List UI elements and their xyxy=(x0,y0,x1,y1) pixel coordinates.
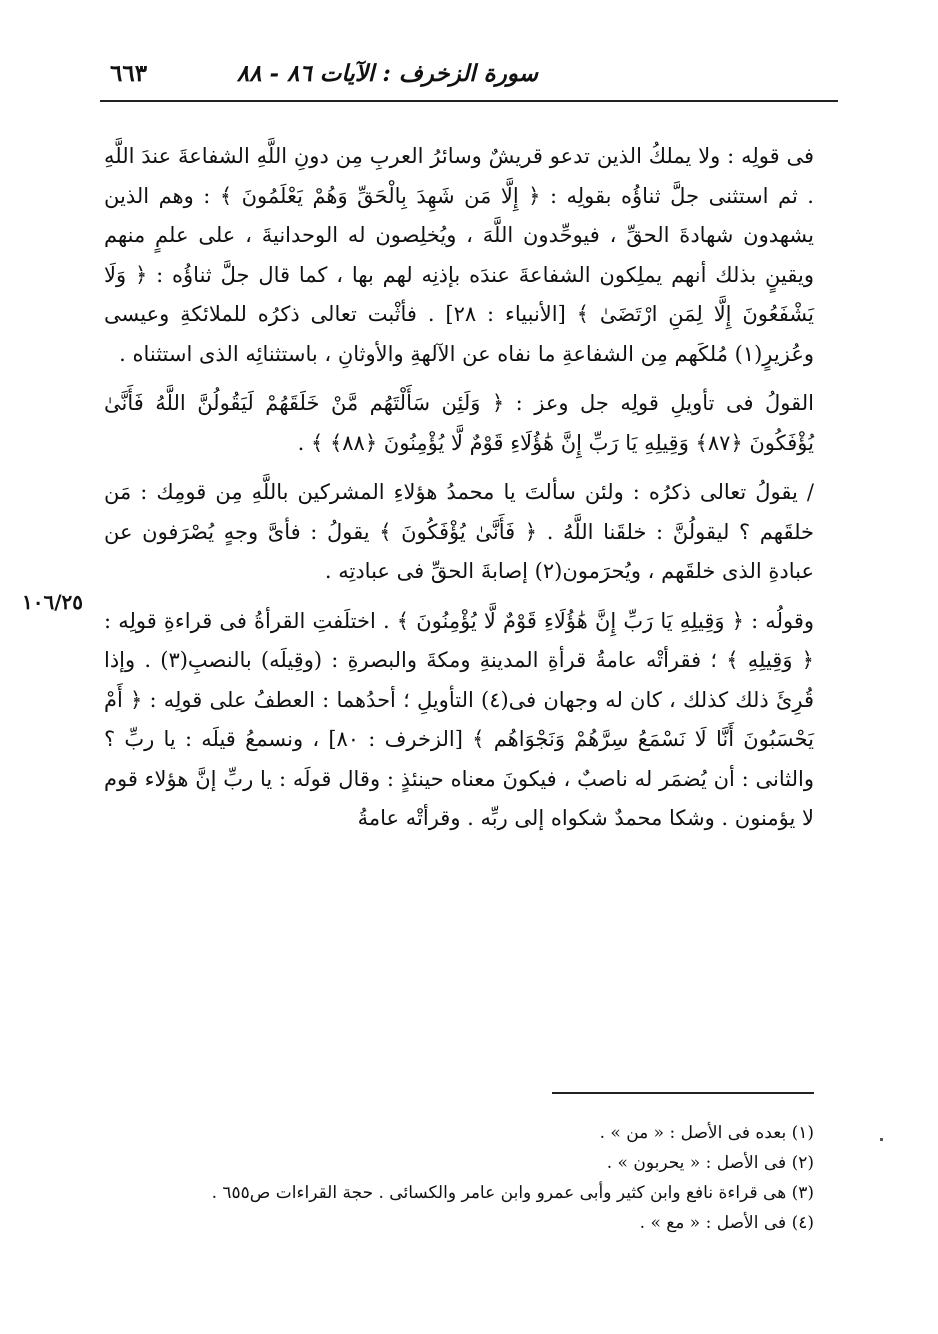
header-divider xyxy=(100,100,838,102)
margin-reference: ١٠٦/٢٥ xyxy=(22,590,84,614)
footnote-2: (٢) فى الأصل : « يحربون » . xyxy=(606,1153,814,1173)
footnote-1: (١) بعده فى الأصل : « من » . xyxy=(599,1123,814,1143)
main-text xyxy=(104,137,814,839)
paragraph-2: القولُ فى تأويلِ قولِه جل وعز : ﴿ وَلَئِن سَأَلْتَهُم مَّنْ خَلَقَهُمْ لَيَقُولُنَّ اللَّهُ فَأَنَّىٰ يُؤْفَكُونَ ﴿٨٧﴾ وَقِيلِهِ يَا رَبِّ إِنَّ هَٰؤُلَاءِ قَوْمٌ لَّا يُؤْمِنُونَ ﴿٨٨﴾ ﴾ . xyxy=(104,391,814,455)
paragraph-3: / يقولُ تعالى ذكرُه : ولئن سألتَ يا محمدُ هؤلاءِ المشركين باللَّهِ مِن قومِك : مَن خلقَهم ؟ ليقولُنَّ : خلقَنا اللَّهُ . ﴿ فَأَنَّىٰ يُؤْفَكُونَ ﴾ يقولُ : فأىَّ وجهٍ يُصْرَفون عن عبادةِ الذى خلقَهم ، ويُحرَمون(٢) إصابةَ الحقِّ فى عبادتِه . xyxy=(104,480,814,583)
footnote-3: (٣) هى قراءة نافع وابن كثير وأبى عمرو وابن عامر والكسائى . حجة القراءات ص٦٥٥ . xyxy=(211,1183,814,1203)
paragraph-1: فى قولِه : ولا يملكُ الذين تدعو قريشٌ وسائرُ العربِ مِن دونِ اللَّهِ الشفاعةَ عندَ اللَّهِ . ثم استثنى جلَّ ثناؤُه بقولِه : ﴿ إِلَّا مَن شَهِدَ بِالْحَقِّ وَهُمْ يَعْلَمُونَ ﴾ : وهم الذين يشهدون شهادةَ الحقِّ ، فيوحِّدون اللَّهَ ، ويُخلِصون له الوحدانيةَ ، على علمٍ منهم ويقينٍ بذلك أنهم يملِكون الشفاعةَ عندَه بإذنِه لهم بها ، كما قال جلَّ ثناؤُه : ﴿ وَلَا يَشْفَعُونَ إِلَّا لِمَنِ ارْتَضَىٰ ﴾ [الأنبياء : ٢٨] . فأثْبت تعالى ذكرُه للملائكةِ وعيسى وعُزيرٍ(١) مُلكَهم مِن الشفاعةِ ما نفاه عن الآلهةِ والأوثانِ ، باستثنائِه الذى استثناه . xyxy=(104,144,814,366)
paragraph-4: وقولُه : ﴿ وَقِيلِهِ يَا رَبِّ إِنَّ هَٰؤُلَاءِ قَوْمٌ لَّا يُؤْمِنُونَ ﴾ . اختلَفتِ القرأةُ فى قراءةِ قولِه : ﴿ وَقِيلِهِ ﴾ ؛ فقرأتْه عامةُ قرأةِ المدينةِ ومكةَ والبصرةِ : (وقِيلَه) بالنصبِ(٣) . وإذا قُرِئَ ذلك كذلك ، كان له وجهان فى(٤) التأويلِ ؛ أحدُهما : العطفُ على قولِه : ﴿ أَمْ يَحْسَبُونَ أَنَّا لَا نَسْمَعُ سِرَّهُمْ وَنَجْوَاهُم ﴾ [الزخرف : ٨٠] ، ونسمعُ قيلَه : يا ربِّ ؟ والثانى : أن يُضمَر له ناصبٌ ، فيكونَ معناه حينئذٍ : وقال قولَه : يا ربِّ إنَّ هؤلاء قوم لا يؤمنون . وشكا محمدٌ شكواه إلى ربِّه . وقرأتْه عامةُ xyxy=(104,608,814,830)
footnote-divider xyxy=(552,1092,814,1094)
footnotes xyxy=(104,1118,814,1238)
running-title: سورة الزخرف : الآيات ٨٦ - ٨٨ xyxy=(236,60,538,87)
page-number: ٦٦٣ xyxy=(110,60,148,87)
scan-mark xyxy=(880,1138,883,1141)
footnote-4: (٤) فى الأصل : « مع » . xyxy=(639,1213,814,1233)
page-header xyxy=(100,54,838,94)
